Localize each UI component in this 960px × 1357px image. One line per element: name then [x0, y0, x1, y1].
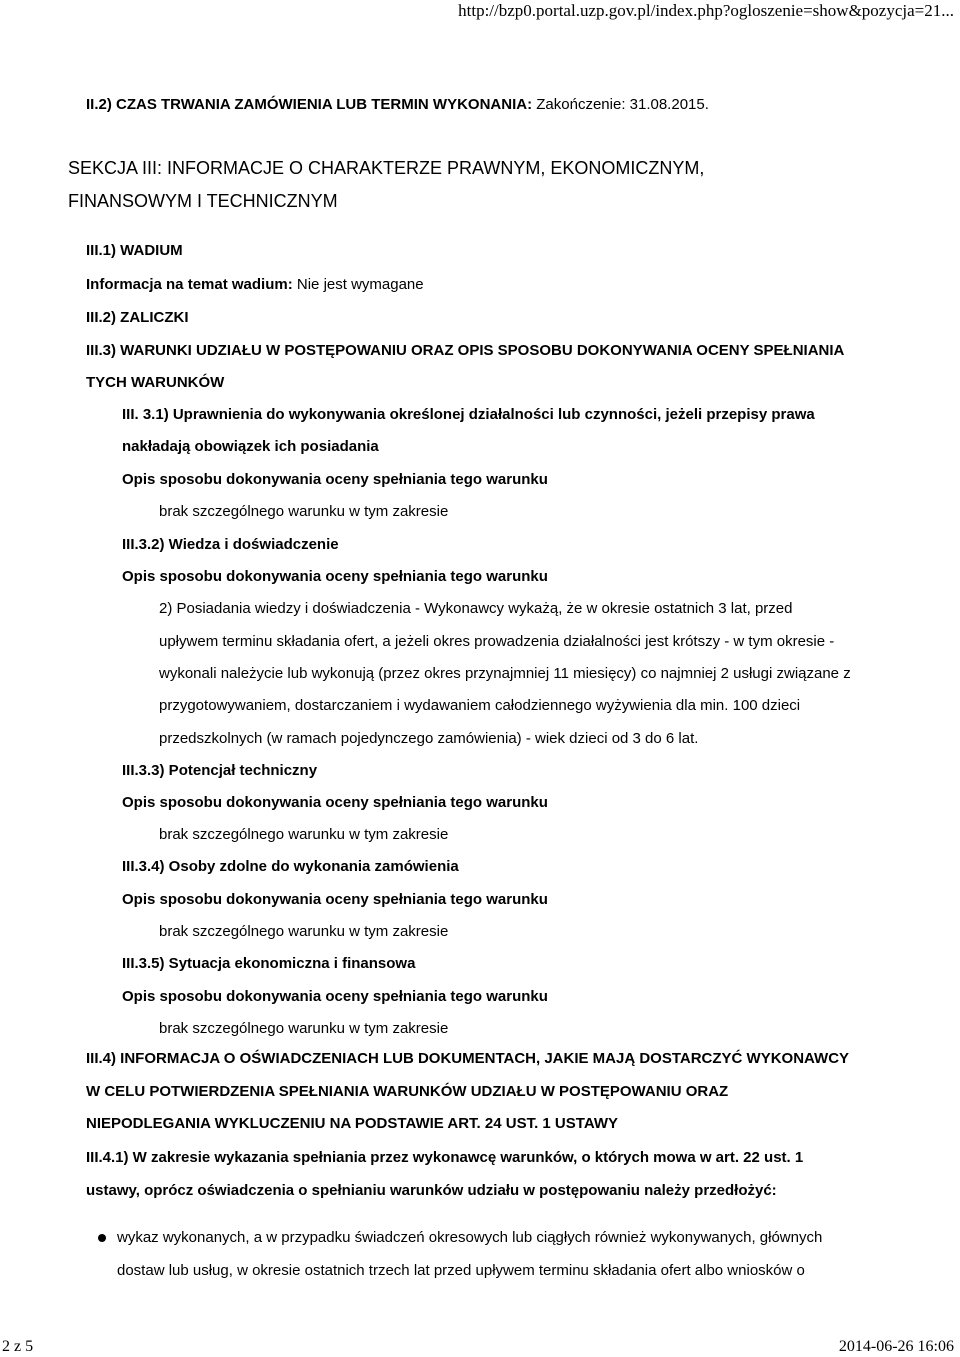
wadium-line	[86, 276, 424, 294]
iii35-heading: III.3.5) Sytuacja ekonomiczna i finansowa	[122, 955, 416, 972]
section3-title-line2: FINANSOWYM I TECHNICZNYM	[68, 191, 338, 211]
iii4-heading-line2: W CELU POTWIERDZENIA SPEŁNIANIA WARUNKÓW UDZIAŁU W POSTĘPOWANIU ORAZ	[86, 1083, 729, 1100]
iii34-heading: III.3.4) Osoby zdolne do wykonania zamówienia	[122, 858, 459, 875]
wadium-value: Nie jest wymagane	[296, 276, 424, 293]
iii1-heading: III.1) WADIUM	[86, 242, 183, 259]
iii33-opis-label: Opis sposobu dokonywania oceny spełniania tego warunku	[122, 794, 548, 811]
iii32-heading: III.3.2) Wiedza i doświadczenie	[122, 536, 339, 553]
ii2-label: II.2) CZAS TRWANIA ZAMÓWIENIA LUB TERMIN WYKONANIA:	[86, 96, 533, 113]
bullet1-line2: dostaw lub usług, w okresie ostatnich trzech lat przed upływem terminu składania ofert albo wniosków o	[117, 1262, 805, 1279]
section3-title-line1: SEKCJA III: INFORMACJE O CHARAKTERZE PRAWNYM, EKONOMICZNYM,	[68, 158, 705, 178]
iii4-heading-line3: NIEPODLEGANIA WYKLUCZENIU NA PODSTAWIE ART. 24 UST. 1 USTAWY	[86, 1115, 618, 1132]
iii3-heading-line2: TYCH WARUNKÓW	[86, 374, 225, 391]
ii2-value: Zakończenie: 31.08.2015.	[536, 96, 709, 113]
iii4-heading-line1: III.4) INFORMACJA O OŚWIADCZENIACH LUB DOKUMENTACH, JAKIE MAJĄ DOSTARCZYĆ WYKONAWCY	[86, 1050, 850, 1067]
iii32-text-line5: przedszkolnych (w ramach pojedynczego zamówienia) - wiek dzieci od 3 do 6 lat.	[159, 730, 699, 747]
bullet-icon	[98, 1234, 106, 1242]
iii3-heading-line1: III.3) WARUNKI UDZIAŁU W POSTĘPOWANIU ORAZ OPIS SPOSOBU DOKONYWANIA OCENY SPEŁNIANIA	[86, 342, 845, 359]
iii31-heading-line2: nakładają obowiązek ich posiadania	[122, 438, 379, 455]
iii35-opis-label: Opis sposobu dokonywania oceny spełniania tego warunku	[122, 988, 548, 1005]
iii32-opis-label: Opis sposobu dokonywania oceny spełniania tego warunku	[122, 568, 548, 585]
iii2-heading: III.2) ZALICZKI	[86, 309, 189, 326]
iii34-brak: brak szczególnego warunku w tym zakresie	[159, 923, 449, 940]
iii33-brak: brak szczególnego warunku w tym zakresie	[159, 826, 449, 843]
page-number: 2 z 5	[2, 1338, 34, 1355]
page-url: http://bzp0.portal.uzp.gov.pl/index.php?ogloszenie=show&pozycja=21...	[458, 1, 954, 20]
bullet1-line1: wykaz wykonanych, a w przypadku świadczeń okresowych lub ciągłych również wykonywanych, głównych	[117, 1229, 823, 1246]
print-datetime: 2014-06-26 16:06	[838, 1338, 954, 1355]
iii35-brak: brak szczególnego warunku w tym zakresie	[159, 1020, 449, 1037]
iii33-heading: III.3.3) Potencjał techniczny	[122, 762, 318, 779]
ii2-line	[86, 96, 709, 114]
iii31-opis-label: Opis sposobu dokonywania oceny spełniania tego warunku	[122, 471, 548, 488]
iii31-brak: brak szczególnego warunku w tym zakresie	[159, 503, 449, 520]
iii32-text-line4: przygotowywaniem, dostarczaniem i wydawaniem całodziennego wyżywienia dla min. 100 dzieci	[159, 697, 801, 714]
iii34-opis-label: Opis sposobu dokonywania oceny spełniania tego warunku	[122, 891, 548, 908]
wadium-label: Informacja na temat wadium:	[86, 276, 293, 293]
iii41-heading-line1: III.4.1) W zakresie wykazania spełniania przez wykonawcę warunków, o których mowa w art. 22 ust. 1	[86, 1149, 804, 1166]
iii41-heading-line2: ustawy, oprócz oświadczenia o spełnianiu warunków udziału w postępowaniu należy przedłożyć:	[86, 1182, 777, 1199]
iii32-text-line2: upływem terminu składania ofert, a jeżeli okres prowadzenia działalności jest krótszy - w tym okresie -	[159, 633, 835, 650]
iii31-heading-line1: III. 3.1) Uprawnienia do wykonywania określonej działalności lub czynności, jeżeli przepisy prawa	[122, 406, 815, 423]
iii32-text-line1: 2) Posiadania wiedzy i doświadczenia - Wykonawcy wykażą, że w okresie ostatnich 3 lat, przed	[159, 600, 793, 617]
iii32-text-line3: wykonali należycie lub wykonują (przez okres przynajmniej 11 miesięcy) co najmniej 2 usługi związane z	[159, 665, 851, 682]
